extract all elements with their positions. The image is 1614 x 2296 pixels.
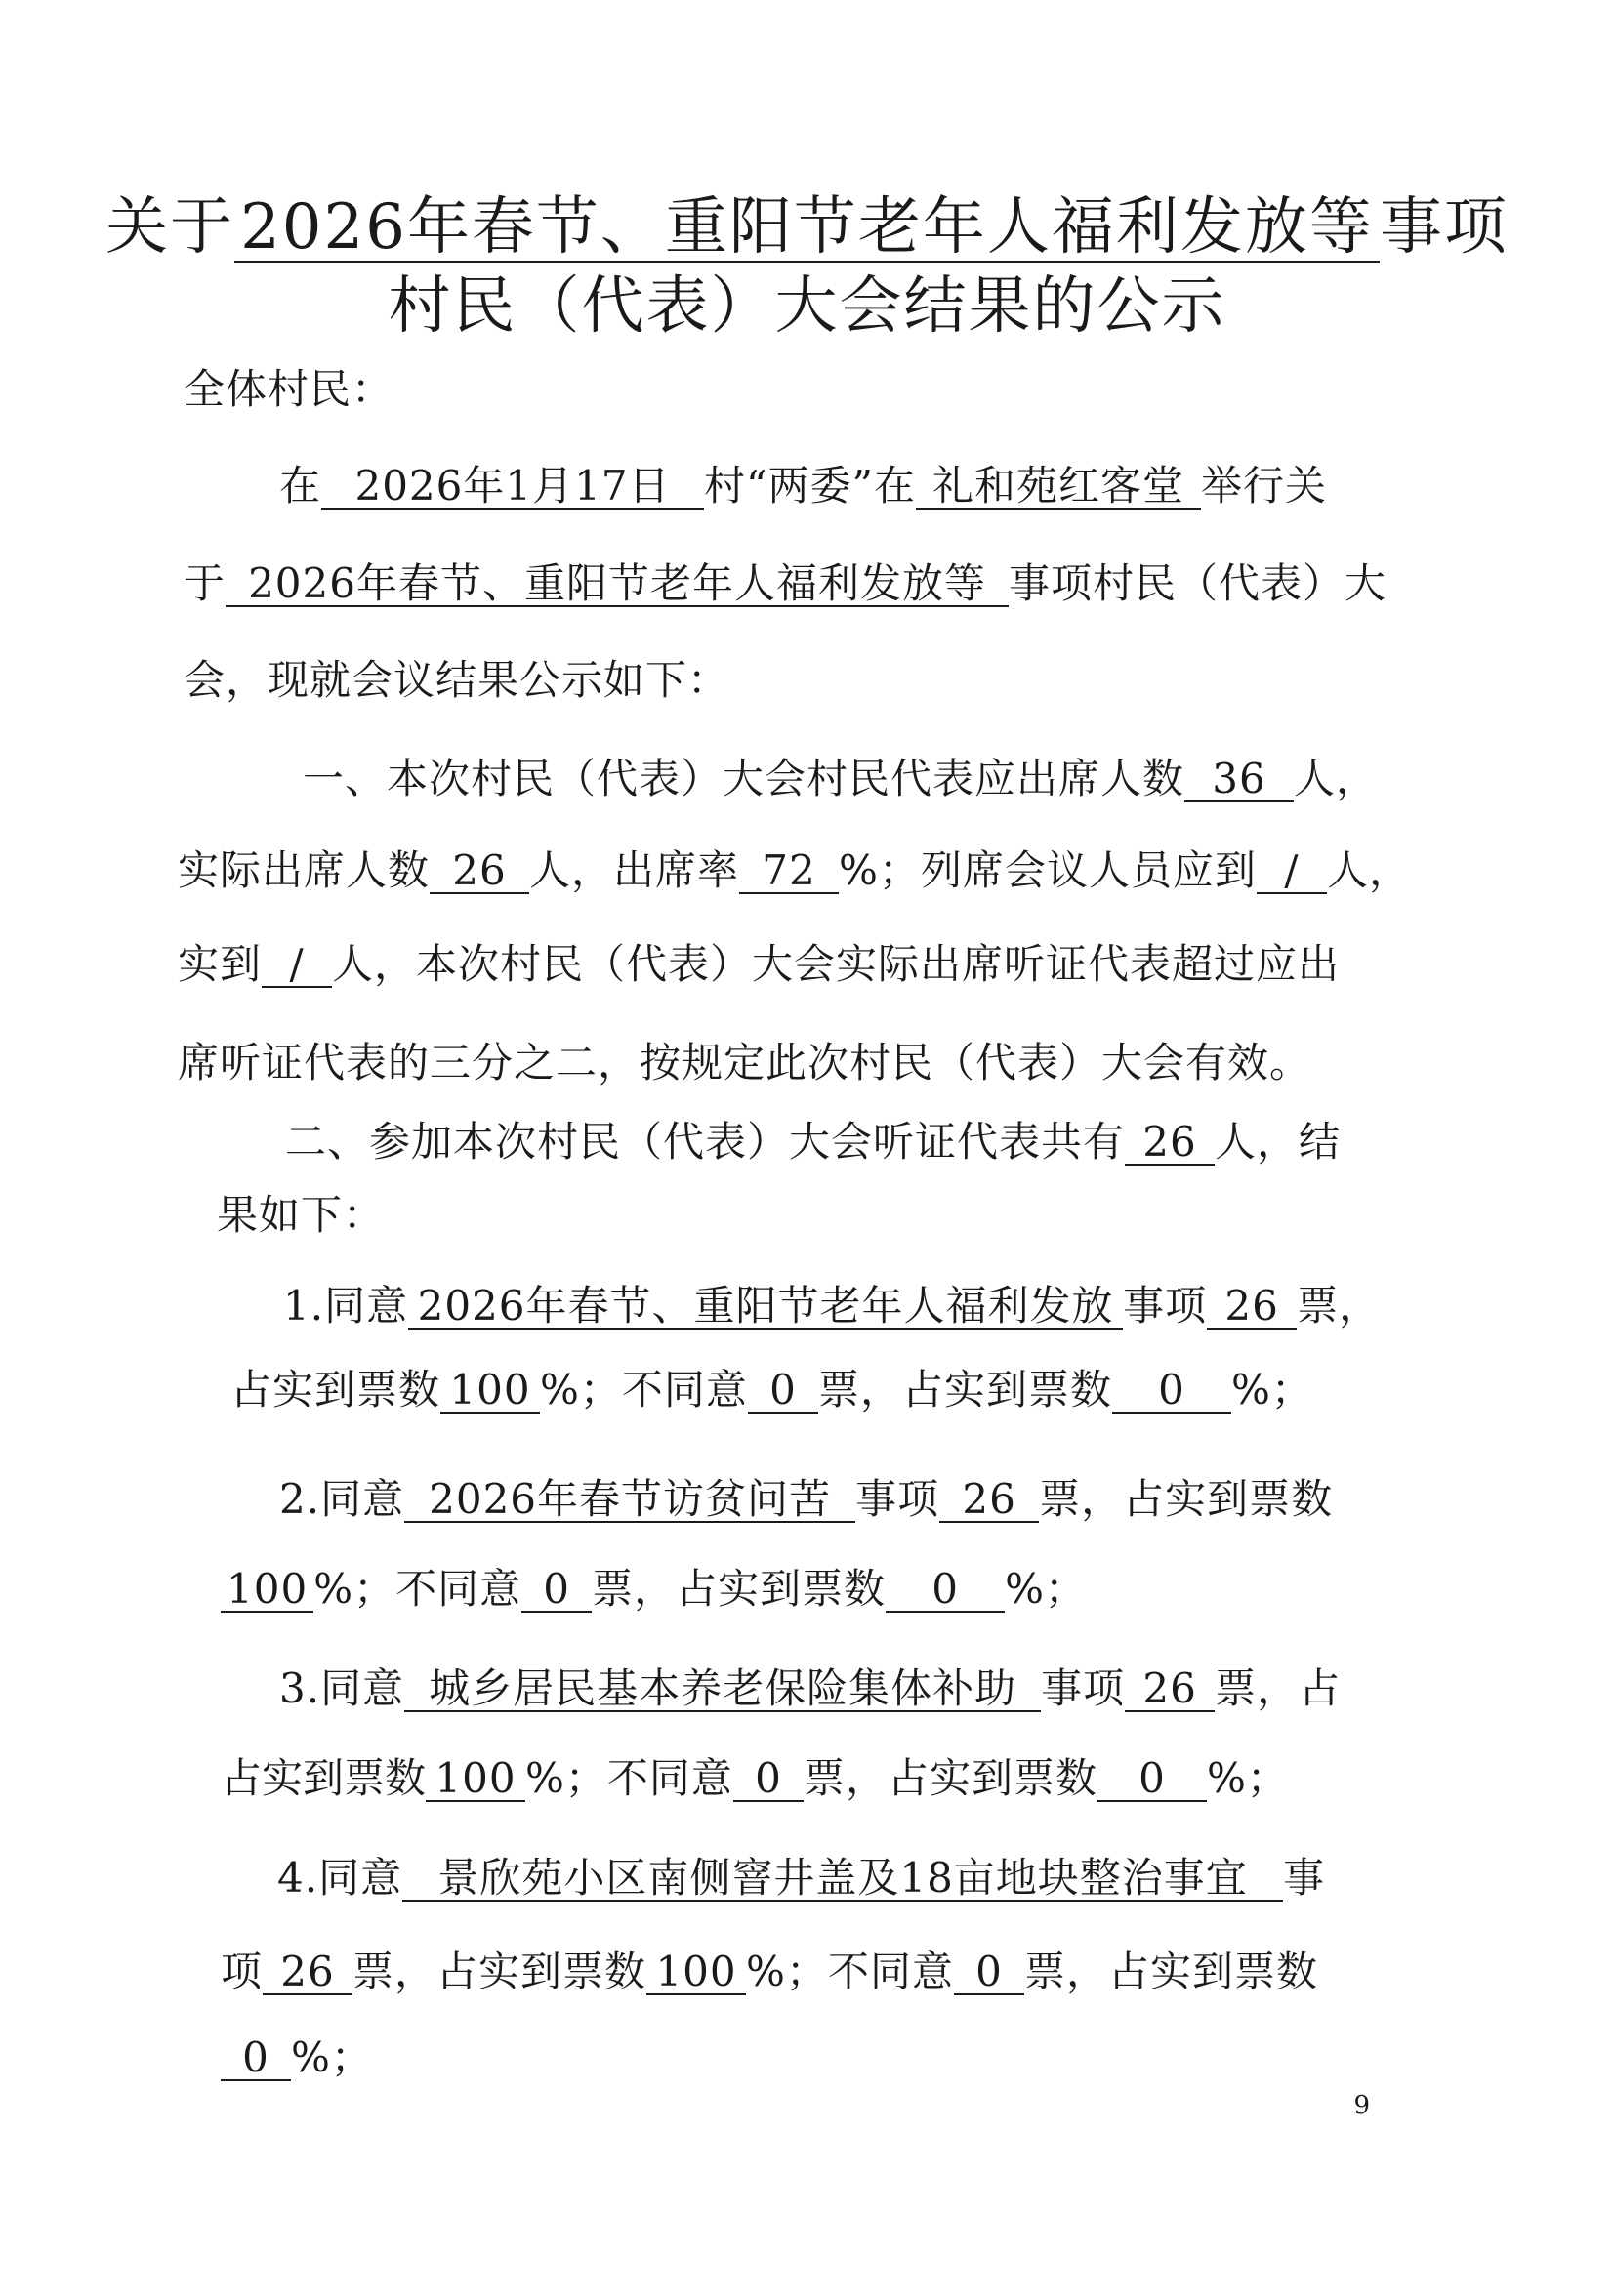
- document-title-line1: 关于2026年春节、重阳节老年人福利发放等事项: [105, 191, 1509, 264]
- item3-line1: 3.同意 城乡居民基本养老保险集体补助 事项 26 票，占: [279, 1664, 1342, 1712]
- observers-should-count: /: [1257, 849, 1327, 894]
- item4-subject: 景欣苑小区南侧窨井盖及18亩地块整治事宜: [402, 1857, 1283, 1902]
- item1-yes-pct: 100: [440, 1369, 540, 1414]
- document-title-line2: 村民（代表）大会结果的公示: [388, 270, 1226, 343]
- page-number: 9: [1353, 2091, 1370, 2120]
- intro-line2: 于 2026年春节、重阳节老年人福利发放等 事项村民（代表）大: [184, 559, 1387, 607]
- item3-line2: 占实到票数 100 %；不同意 0 票，占实到票数 0 %；: [221, 1754, 1289, 1802]
- observers-actual-count: /: [262, 943, 332, 988]
- section1-line2: 实际出席人数 26 人，出席率 72 %；列席会议人员应到 / 人，: [178, 846, 1411, 894]
- item2-line2: 100 %；不同意 0 票，占实到票数 0 %；: [221, 1568, 1087, 1613]
- section1-line3: 实到 / 人，本次村民（代表）大会实际出席听证代表超过应出: [178, 940, 1341, 988]
- item2-yes-pct: 100: [221, 1568, 313, 1613]
- hearing-reps-count: 26: [1125, 1121, 1215, 1166]
- item2-no-votes: 0: [521, 1568, 592, 1613]
- item4-no-votes: 0: [954, 1950, 1024, 1995]
- section2-line2: 果如下：: [217, 1191, 386, 1239]
- title-subject: 2026年春节、重阳节老年人福利发放等: [234, 195, 1380, 263]
- item1-no-votes: 0: [748, 1369, 818, 1414]
- item3-yes-votes: 26: [1125, 1667, 1215, 1712]
- item2-line1: 2.同意 2026年春节访贫问苦 事项 26 票，占实到票数: [279, 1475, 1334, 1523]
- item4-yes-pct: 100: [646, 1950, 746, 1995]
- attendance-rate: 72: [739, 849, 839, 894]
- item2-yes-votes: 26: [939, 1478, 1039, 1523]
- item1-no-pct: 0: [1112, 1369, 1231, 1414]
- section1-line1: 一、本次村民（代表）大会村民代表应出席人数 36 人，: [303, 755, 1379, 802]
- item4-line1: 4.同意 景欣苑小区南侧窨井盖及18亩地块整治事宜 事: [277, 1854, 1326, 1902]
- section2-line1: 二、参加本次村民（代表）大会听证代表共有 26 人，结: [285, 1118, 1342, 1166]
- item1-yes-votes: 26: [1207, 1285, 1297, 1330]
- meeting-date: 2026年1月17日: [321, 465, 704, 510]
- intro-subject: 2026年春节、重阳节老年人福利发放等: [226, 562, 1009, 607]
- item4-yes-votes: 26: [263, 1950, 352, 1995]
- meeting-place: 礼和苑红客堂: [916, 465, 1201, 510]
- item1-line1: 1.同意 2026年春节、重阳节老年人福利发放 事项 26 票，: [283, 1282, 1382, 1330]
- item4-line2: 项 26 票，占实到票数 100 %；不同意 0 票，占实到票数: [221, 1948, 1318, 1995]
- item3-yes-pct: 100: [426, 1757, 525, 1802]
- item2-no-pct: 0: [886, 1568, 1005, 1613]
- intro-line3: 会，现就会议结果公示如下：: [184, 656, 730, 704]
- actual-attend-count: 26: [430, 849, 529, 894]
- item1-line2: 占实到票数 100 %；不同意 0 票，占实到票数 0 %；: [230, 1366, 1313, 1414]
- salutation: 全体村民：: [184, 365, 394, 413]
- section1-line4: 席听证代表的三分之二，按规定此次村民（代表）大会有效。: [178, 1039, 1312, 1086]
- item3-no-pct: 0: [1097, 1757, 1207, 1802]
- item2-subject: 2026年春节访贫问苦: [404, 1478, 855, 1523]
- item3-subject: 城乡居民基本养老保险集体补助: [404, 1667, 1041, 1712]
- item1-subject: 2026年春节、重阳节老年人福利发放: [408, 1285, 1123, 1330]
- item4-no-pct: 0: [221, 2036, 291, 2081]
- should-attend-count: 36: [1184, 758, 1294, 802]
- item3-no-votes: 0: [733, 1757, 804, 1802]
- intro-line1: 在 2026年1月17日 村“两委”在 礼和苑红客堂 举行关: [279, 462, 1327, 510]
- item4-line3: 0 %；: [221, 2036, 373, 2081]
